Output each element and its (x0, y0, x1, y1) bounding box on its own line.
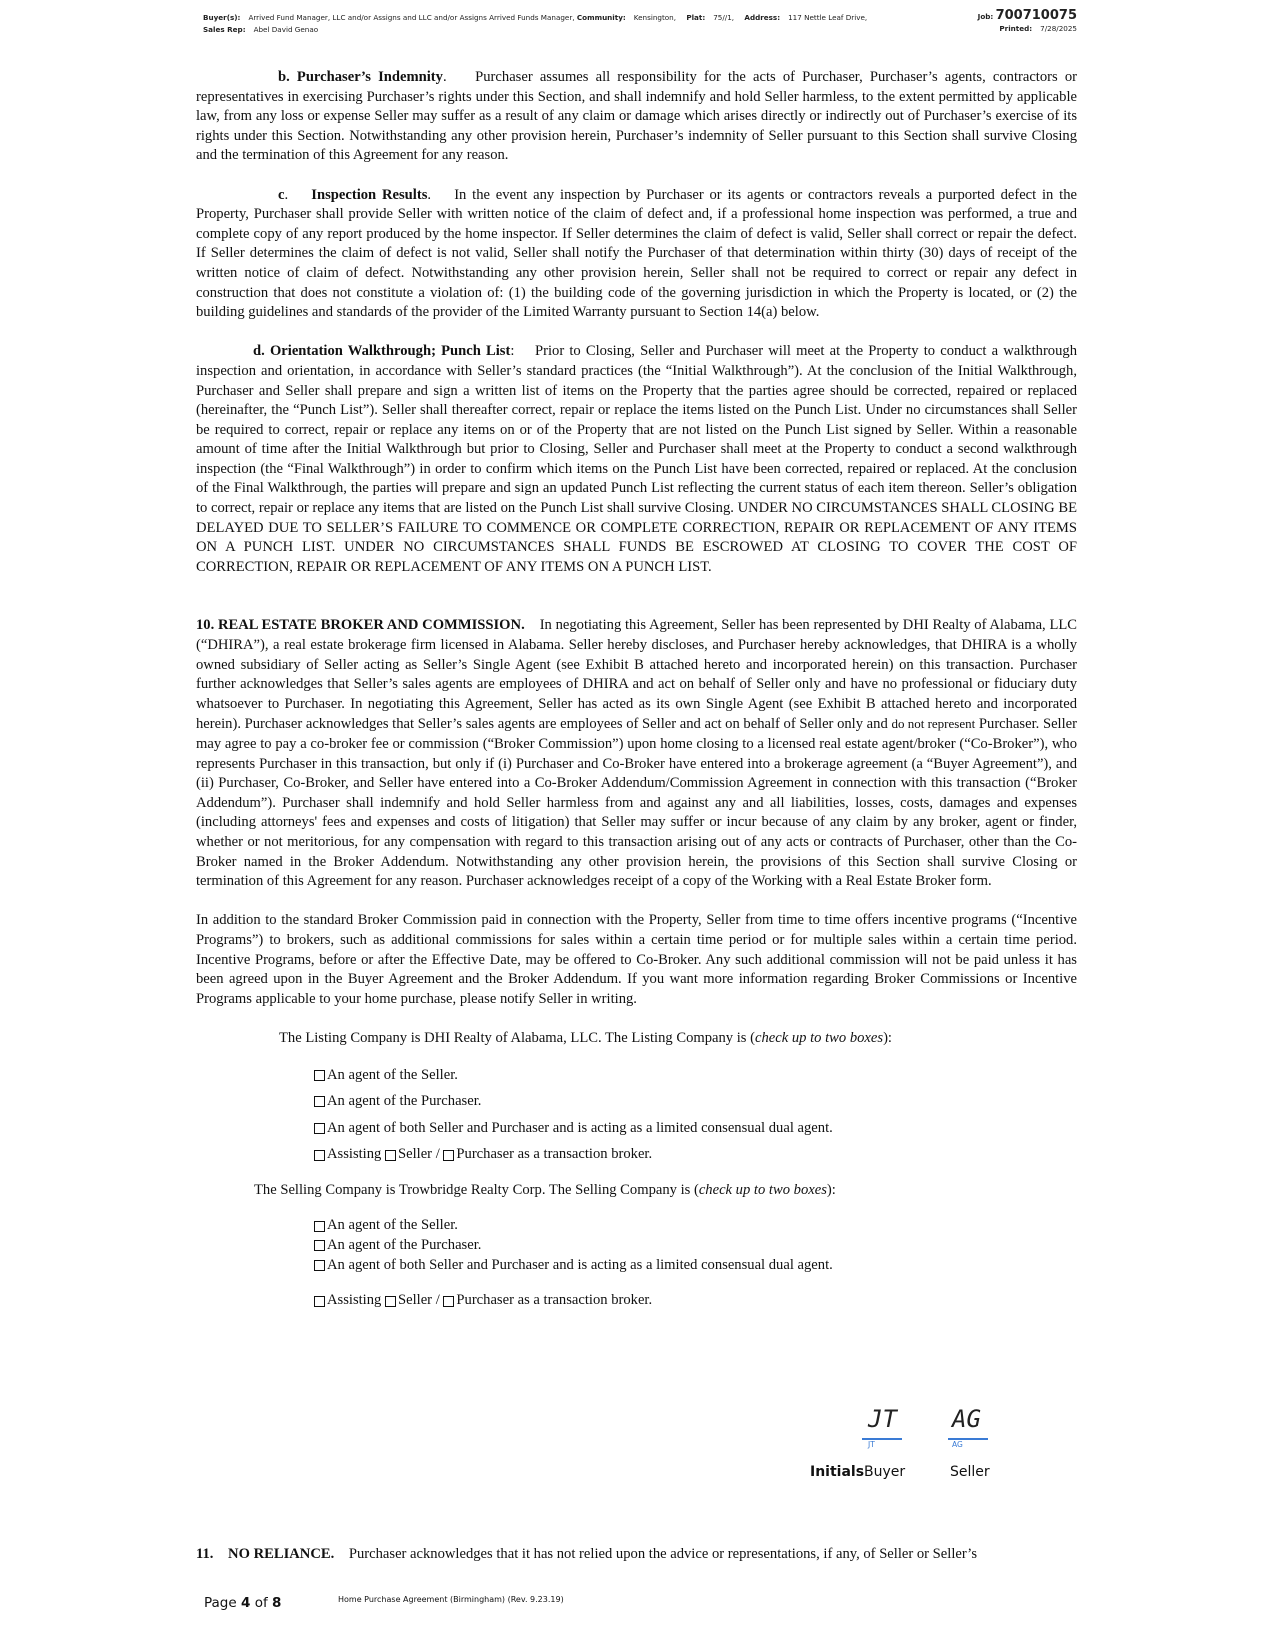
section-c-letter: c (278, 186, 285, 203)
document-title: Home Purchase Agreement (Birmingham) (Rev. 9.23.19) (338, 1595, 564, 1604)
document-header (203, 12, 963, 36)
plat-label: Plat: (686, 13, 706, 22)
buyer-label: Buyer (864, 1464, 906, 1480)
job-info (967, 10, 1077, 35)
listing-dual-checkbox[interactable] (314, 1123, 325, 1134)
job-number: 700710075 (995, 8, 1077, 23)
selling-option-purchaser: An agent of the Purchaser. (314, 1236, 1077, 1256)
initials-label: Initials (810, 1464, 865, 1480)
selling-option-assisting: Assisting Seller / Purchaser as a transaction broker. (314, 1291, 1077, 1311)
section-b-title: Purchaser’s Indemnity (296, 69, 443, 85)
buyer-label: Buyer(s): (203, 13, 241, 22)
selling-assist-purchaser-checkbox[interactable] (443, 1296, 454, 1307)
section-11-text: Purchaser acknowledges that it has not relied upon the advice or representations, if any, of Seller or Seller’s (348, 1546, 978, 1562)
section-d-title: Orientation Walkthrough; Punch List (269, 343, 511, 360)
listing-assist-seller-checkbox[interactable] (385, 1150, 396, 1161)
job-label: Job: (977, 12, 994, 21)
section-b: b. Purchaser’s Indemnity. Purchaser assumes all responsibility for the acts of Purchaser, Purchaser’s agents, contractors or representatives in exercising Purchaser’s rights under this Section, and shall indemnify and hold Seller harmless, to the extent permitted by applicable law, from any loss or expense Seller may suffer as a result of any claim or damage which arises directly or indirectly out of Purchaser’s exercise of its rights under this Section. Notwithstanding any other provision herein, Purchaser’s indemnity of Seller pursuant to this Section shall survive Closing and the termination of this Agreement for any reason. (196, 69, 1077, 164)
incentive-paragraph: In addition to the standard Broker Commission paid in connection with the Property, Seller from time to time offers incentive programs (“Incentive Programs”) to brokers, such as additional commissions for sales within a certain time period or for multiple sales within a certain time period. Incentive Programs, before or after the Effective Date, may be offered to Co-Broker. Any such additional commission will not be paid unless it has been agreed upon in the Buyer Agreement and the Broker Addendum. If you want more information regarding Broker Commissions or Incentive Programs applicable to your home purchase, please notify Seller in writing. (196, 912, 1077, 1007)
community-label: Community: (576, 13, 626, 22)
printed-label: Printed: (999, 24, 1033, 33)
header-line-2 (203, 24, 963, 36)
address-label: Address: (744, 13, 781, 22)
sales-rep-value: Abel David Genao (253, 25, 319, 34)
initials-block (810, 1405, 1090, 1485)
section-c: c. Inspection Results. In the event any inspection by Purchaser or its agents or contractors reveals a purported defect in the Property, Purchaser shall provide Seller with written notice of the claim of defect and, if a professional home inspection was performed, a true and complete copy of any report produced by the home inspector. If Seller determines the claim of defect is valid, Seller shall correct or repair the defect. If Seller determines the claim of defect is not valid, Seller shall notify the Purchaser of that determination within thirty (30) days of receipt of the written notice of claim of defect. Notwithstanding any other provision herein, Seller shall not be required to correct or repair any defect in construction that does not constitute a violation of: (1) the building code of the governing jurisdiction in which the Property is located, or (2) the building guidelines and standards of the provider of the Limited Warranty pursuant to Section 14(a) below. (196, 186, 1077, 321)
section-10-text-b: Purchaser. Seller may agree to pay a co-broker fee or commission (“Broker Commission”) upon home closing to a licensed real estate agent/broker (“Co-Broker”), who represents Purchaser in this transaction, but only if (i) Purchaser and Co-Broker have entered into a brokerage agreement (a “Buyer Agreement”), and (ii) Purchaser, Co-Broker, and Seller have entered into a Co-Broker Addendum/Commission Agreement in connection with this transaction (“Broker Addendum”). Purchaser shall indemnify and hold Seller harmless from and against any and all liabilities, losses, costs, damages and expenses (including attorneys' fees and expenses and costs of litigation) that Seller may suffer or incur because of any claim by any broker, agent or finder, whether or not meritorious, for any compensation with regard to this transaction arising out of any acts or contracts of Purchaser, other than the Co-Broker named in the Broker Addendum. Notwithstanding any other provision herein, the provisions of this Section shall survive Closing or termination of this Agreement for any reason. Purchaser acknowledges receipt of a copy of the Working with a Real Estate Broker form. (196, 716, 1077, 890)
listing-option-assisting: Assisting Seller / Purchaser as a transaction broker. (314, 1145, 1077, 1165)
seller-label: Seller (950, 1464, 990, 1480)
plat-value: 75//1, (713, 13, 735, 22)
buyer-initials-signature[interactable]: JT (868, 1405, 897, 1433)
printed-date: 7/28/2025 (1040, 24, 1077, 33)
section-11-title: 11. NO RELIANCE. (196, 1546, 335, 1562)
buyer-initials-small: JT (868, 1440, 875, 1449)
selling-dual-checkbox[interactable] (314, 1260, 325, 1271)
section-b-text: Purchaser assumes all responsibility for the acts of Purchaser, Purchaser’s agents, contractors or representatives in exercising Purchaser’s rights under this Section, and shall indemnify and hold Seller harmless, to the extent permitted by applicable law, from any loss or expense Seller may suffer as a result of any claim or damage which arises directly or indirectly out of Purchaser’s exercise of its rights under this Section. Notwithstanding any other provision herein, Purchaser’s indemnity of Seller pursuant to this Section shall survive Closing and the termination of this Agreement for any reason. (196, 69, 1077, 164)
community-value: Kensington, (633, 13, 677, 22)
section-10-text-small: do not represent (891, 716, 976, 732)
section-c-text: In the event any inspection by Purchaser or its agents or contractors reveals a purported defect in the Property, Purchaser shall provide Seller with written notice of the claim of defect and, if a professional home inspection was performed, a true and complete copy of any report produced by the home inspector. If Seller determines the claim of defect is valid, Seller shall correct or repair the defect. If Seller determines the claim of defect is not valid, Seller shall notify the Purchaser of that determination within thirty (30) days of receipt of the written notice of claim of defect. Notwithstanding any other provision herein, Seller shall not be required to correct or repair any defect in construction that does not constitute a violation of: (1) the building code of the governing jurisdiction in which the Property is located, or (2) the building guidelines and standards of the provider of the Limited Warranty pursuant to Section 14(a) below. (196, 186, 1077, 321)
listing-purchaser-checkbox[interactable] (314, 1096, 325, 1107)
section-c-title: Inspection Results (311, 186, 428, 203)
section-b-letter: b (278, 69, 287, 85)
selling-assist-seller-checkbox[interactable] (385, 1296, 396, 1307)
buyer-value: Arrived Fund Manager, LLC and/or Assigns and LLC and/or Assigns Arrived Funds Manager, (248, 13, 575, 22)
section-10-text-a: In negotiating this Agreement, Seller has been represented by DHI Realty of Alabama, LLC (“DHIRA”), a real estate brokerage firm licensed in Alabama. Seller hereby discloses, and Purchaser hereby acknowledges, that DHIRA is a wholly owned subsidiary of Seller acting as Seller’s Single Agent (see Exhibit B attached hereto and incorporated herein) on this transaction. Purchaser further acknowledges that Seller’s sales agents are employees of DHIRA and act on behalf of Seller only and have no professional or fiduciary duty whatsoever to Purchaser. In negotiating this Agreement, Seller has acted as its own Single Agent (see Exhibit B attached hereto and incorporated herein). Purchaser acknowledges that Seller’s sales agents are employees of Seller and act on behalf of Seller only and (196, 617, 1078, 733)
selling-assisting-checkbox[interactable] (314, 1296, 325, 1307)
selling-option-seller: An agent of the Seller. (314, 1216, 1077, 1236)
sales-rep-label: Sales Rep: (203, 25, 246, 34)
section-d-text: Prior to Closing, Seller and Purchaser will meet at the Property to conduct a walkthrough inspection and orientation, in accordance with Seller’s standard practices (the “Initial Walkthrough”). At the conclusion of the Initial Walkthrough, Purchaser and Seller shall prepare and sign a written list of items on the Property that the parties agree should be corrected, repaired or replaced (hereinafter, the “Punch List”). Seller shall thereafter correct, repair or replace the items listed on the Punch List. Under no circumstances shall Seller be required to correct, repair or replace any items on or of the Property that are not listed on the Punch List signed by Seller. Within a reasonable amount of time after the Initial Walkthrough but prior to Closing, Seller and Purchaser shall meet at the Property to conduct a second walkthrough inspection (the “Final Walkthrough”) in order to confirm which items on the Punch List have been corrected, repaired or replaced. At the conclusion of the Final Walkthrough, the parties will prepare and sign an updated Punch List reflecting the current status of each item thereon. Seller’s obligation to correct, repair or replace any items that are listed on the Punch List shall survive Closing. UNDER NO CIRCUMSTANCES SHALL CLOSING BE DELAYED DUE TO SELLER’S FAILURE TO COMMENCE OR COMPLETE CORRECTION, REPAIR OR REPLACEMENT OF ANY ITEMS ON A PUNCH LIST. UNDER NO CIRCUMSTANCES SHALL FUNDS BE ESCROWED AT CLOSING TO COVER THE COST OF CORRECTION, REPAIR OR REPLACEMENT OF ANY ITEMS ON A PUNCH LIST. (196, 343, 1077, 575)
section-11 (196, 1545, 1077, 1565)
selling-company-lead: The Selling Company is Trowbridge Realty Corp. The Selling Company is (check up to two boxes): (254, 1181, 836, 1198)
header-line-1 (203, 12, 963, 24)
section-10-title: 10. REAL ESTATE BROKER AND COMMISSION. (196, 617, 525, 634)
section-d-letter: d (253, 343, 262, 360)
listing-option-purchaser: An agent of the Purchaser. (314, 1092, 1077, 1112)
address-value: 117 Nettle Leaf Drive, (788, 13, 868, 22)
listing-options (196, 1066, 1077, 1165)
section-10 (196, 616, 1077, 891)
listing-assisting-checkbox[interactable] (314, 1150, 325, 1161)
page-footer (204, 1592, 564, 1611)
seller-initials-signature[interactable]: AG (952, 1405, 981, 1433)
seller-initials-small: AG (952, 1440, 963, 1449)
listing-seller-checkbox[interactable] (314, 1070, 325, 1081)
selling-seller-checkbox[interactable] (314, 1221, 325, 1232)
listing-option-dual: An agent of both Seller and Purchaser and is acting as a limited consensual dual agent. (314, 1119, 1077, 1139)
section-d: d. Orientation Walkthrough; Punch List: Prior to Closing, Seller and Purchaser will meet at the Property to conduct a walkthrough inspection and orientation, in accordance with Seller’s standard practices (the “Initial Walkthrough”). At the conclusion of the Initial Walkthrough, Purchaser and Seller shall prepare and sign a written list of items on the Property that the parties agree should be corrected, repaired or replaced (hereinafter, the “Punch List”). Seller shall thereafter correct, repair or replace the items listed on the Punch List. Under no circumstances shall Seller be required to correct, repair or replace any items on or of the Property that are not listed on the Punch List signed by Seller. Within a reasonable amount of time after the Initial Walkthrough but prior to Closing, Seller and Purchaser shall meet at the Property to conduct a second walkthrough inspection (the “Final Walkthrough”) in order to confirm which items on the Punch List have been corrected, repaired or replaced. At the conclusion of the Final Walkthrough, the parties will prepare and sign an updated Punch List reflecting the current status of each item thereon. Seller’s obligation to correct, repair or replace any items that are listed on the Punch List shall survive Closing. UNDER NO CIRCUMSTANCES SHALL CLOSING BE DELAYED DUE TO SELLER’S FAILURE TO COMMENCE OR COMPLETE CORRECTION, REPAIR OR REPLACEMENT OF ANY ITEMS ON A PUNCH LIST. UNDER NO CIRCUMSTANCES SHALL FUNDS BE ESCROWED AT CLOSING TO COVER THE COST OF CORRECTION, REPAIR OR REPLACEMENT OF ANY ITEMS ON A PUNCH LIST. (196, 343, 1077, 575)
selling-option-dual: An agent of both Seller and Purchaser and is acting as a limited consensual dual agent. (314, 1256, 1077, 1276)
selling-purchaser-checkbox[interactable] (314, 1240, 325, 1251)
listing-option-seller: An agent of the Seller. (314, 1066, 1077, 1086)
selling-options (196, 1216, 1077, 1310)
document-body (196, 68, 1077, 1311)
listing-assist-purchaser-checkbox[interactable] (443, 1150, 454, 1161)
page-number: Page 4 of 8 (204, 1595, 282, 1611)
listing-company-lead: The Listing Company is DHI Realty of Alabama, LLC. The Listing Company is (check up to two boxes): (279, 1029, 892, 1046)
